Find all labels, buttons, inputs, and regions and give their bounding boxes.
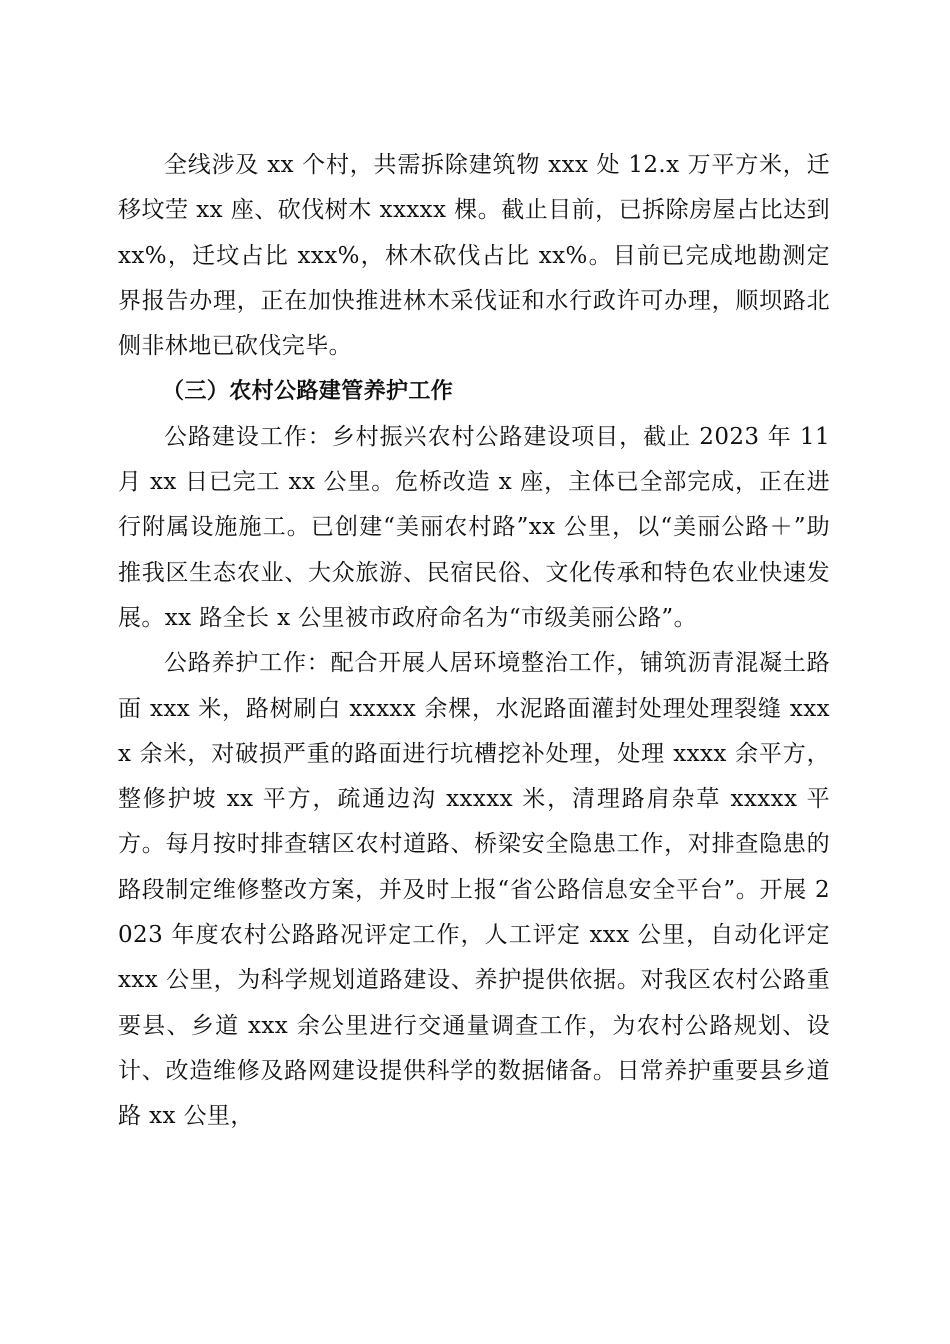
section-heading-rural-roads: （三）农村公路建管养护工作 <box>162 379 454 405</box>
paragraph-road-maintenance: 公路养护工作：配合开展人居环境整治工作，铺筑沥青混凝土路面 xxx 米，路树刷白 xxxxx 余棵，水泥路面灌封处理处理裂缝 xxxx 余米，对破损严重的路面进行坑槽挖补处理，处理 xxxx 余平方，整修护坡 xx 平方，疏通边沟 xxxxx 米，清理路肩杂草 xxxxx 平方。每月按时排查辖区农村道路、桥梁安全隐患工作，对排查隐患的路段制定维修整改方案，并及时上报“省公路信息安全平台”。开展 2023 年度农村公路路况评定工作，人工评定 xxx 公里，自动化评定 xxx 公里，为科学规划道路建设、养护提供依据。对我区农村公路重要县、乡道 xxx 余公里进行交通量调查工作，为农村公路规划、设计、改造维修及路网建设提供科学的数据储备。日常养护重要县乡道路 xx 公里， <box>118 650 830 1130</box>
document-body <box>118 143 830 1140</box>
paragraph-demolition: 全线涉及 xx 个村，共需拆除建筑物 xxx 处 12.x 万平方米，迁移坟茔 xx 座、砍伐树木 xxxxx 棵。截止目前，已拆除房屋占比达到 xx%，迁坟占比 xxx%，林木砍伐占比 xx%。目前已完成地勘测定界报告办理，正在加快推进林木采伐证和水行政许可办理，顺坝路北侧非林地已砍伐完毕。 <box>118 152 830 360</box>
paragraph-road-construction: 公路建设工作：乡村振兴农村公路建设项目，截止 2023 年 11 月 xx 日已完工 xx 公里。危桥改造 x 座，主体已全部完成，正在进行附属设施施工。已创建“美丽农村路”xx 公里，以“美丽公路＋”助推我区生态农业、大众旅游、民宿民俗、文化传承和特色农业快速发展。xx 路全长 x 公里被市政府命名为“市级美丽公路”。 <box>118 423 830 631</box>
